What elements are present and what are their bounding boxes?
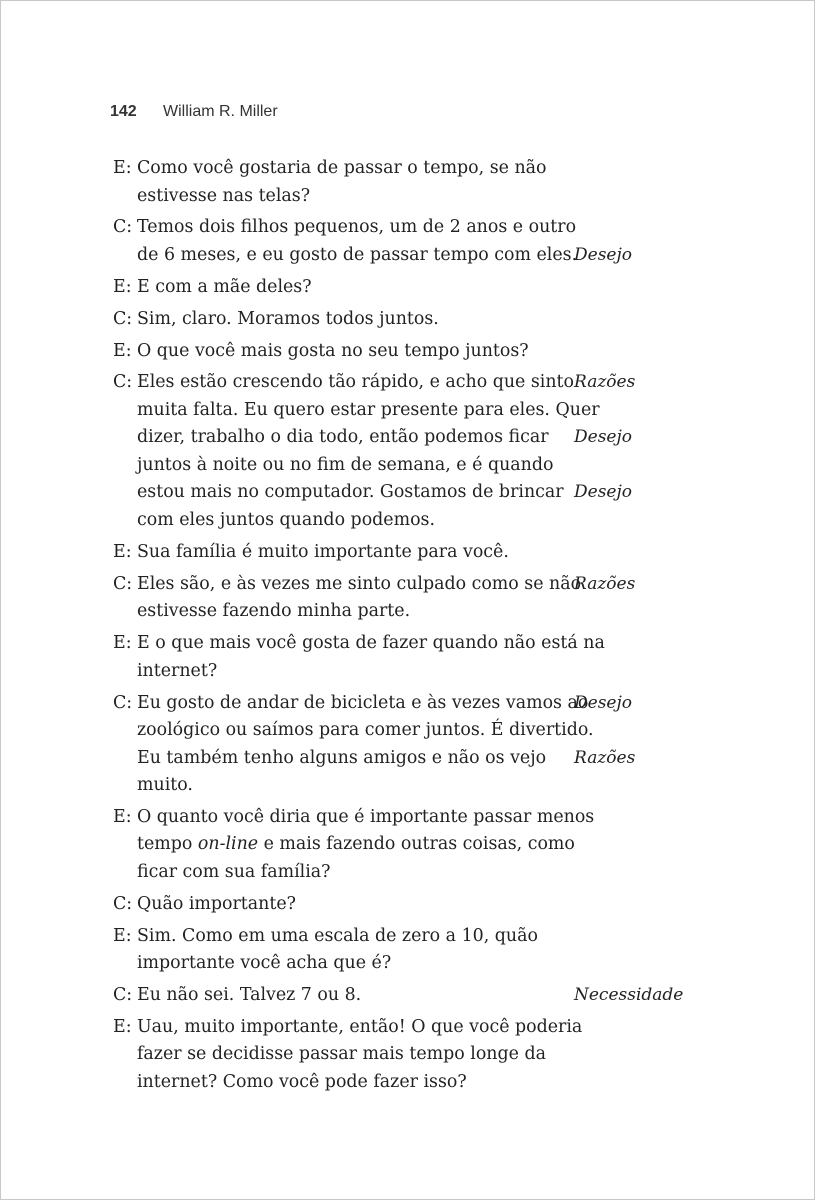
speaker-label: E: [113,806,132,827]
text-line [1,831,815,859]
author-name: William R. Miller [163,103,278,120]
utterance-text: ficar com sua família? [137,861,331,882]
utterance-text: Temos dois filhos pequenos, um de 2 anos e outro [137,217,577,238]
utterance-text: Sim, claro. Moramos todos juntos. [137,308,439,329]
dialogue-turn [1,338,815,366]
dialogue-turn [1,274,815,302]
text-line [1,479,815,507]
speaker-label: E: [113,925,132,946]
utterance-text: Eles estão crescendo tão rápido, e acho que sinto [137,372,575,393]
utterance-text: muita falta. Eu quero estar presente para eles. Quer [137,399,600,420]
text-line [1,859,815,887]
text-line [1,745,815,773]
text-line [1,804,815,832]
utterance-text: Como você gostaria de passar o tempo, se não [137,158,547,178]
utterance-text: Sua família é muito importante para você. [137,541,509,562]
utterance-text: juntos à noite ou no fim de semana, e é quando [137,454,554,475]
dialogue-transcript [1,155,815,1101]
text-line [1,338,815,366]
speaker-label: C: [113,692,133,713]
utterance-text: O quanto você diria que é importante passar menos [137,806,595,827]
utterance-text: muito. [137,775,193,796]
text-line [1,242,815,270]
utterance-text: com eles juntos quando podemos. [137,509,436,530]
text-line [1,923,815,951]
utterance-text: estivesse fazendo minha parte. [137,601,411,622]
margin-annotation: Necessidade [574,985,684,1006]
text-line [1,507,815,535]
margin-annotation: Desejo [574,482,632,503]
dialogue-turn [1,1014,815,1097]
speaker-label: E: [113,158,132,178]
dialogue-turn [1,306,815,334]
dialogue-turn [1,369,815,534]
utterance-text: estivesse nas telas? [137,185,311,206]
speaker-label: C: [113,372,133,393]
text-line [1,539,815,567]
text-line [1,982,815,1010]
text-line [1,155,815,183]
dialogue-turn [1,891,815,919]
utterance-text: Uau, muito importante, então! O que você poderia [137,1016,583,1037]
margin-annotation: Desejo [574,692,632,713]
speaker-label: E: [113,276,132,297]
utterance-text: dizer, trabalho o dia todo, então podemos ficar [137,427,549,448]
utterance-text: Eu não sei. Talvez 7 ou 8. [137,985,362,1006]
speaker-label: C: [113,217,133,238]
utterance-text [137,831,575,859]
utterance-text: E com a mãe deles? [137,276,312,297]
text-line [1,690,815,718]
text-line [1,306,815,334]
utterance-text: Eles são, e às vezes me sinto culpado como se não [137,573,582,594]
utterance-text: importante você acha que é? [137,953,392,974]
utterance-text: fazer se decidisse passar mais tempo longe da [137,1044,546,1065]
utterance-text-part: tempo [137,834,198,855]
text-line [1,598,815,626]
dialogue-turn [1,804,815,887]
text-line [1,424,815,452]
dialogue-turn [1,539,815,567]
utterance-text: O que você mais gosta no seu tempo juntos? [137,340,529,361]
text-line [1,891,815,919]
speaker-label: E: [113,541,132,562]
utterance-text: Eu também tenho alguns amigos e não os vejo [137,747,547,768]
speaker-label: C: [113,573,133,594]
dialogue-turn [1,982,815,1010]
dialogue-turn [1,571,815,626]
margin-annotation: Razões [574,372,636,393]
utterance-text: Eu gosto de andar de bicicleta e às vezes vamos ao [137,692,589,713]
text-line [1,658,815,686]
text-line [1,1069,815,1097]
margin-annotation: Desejo [574,427,632,448]
utterance-text-part: e mais fazendo outras coisas, como [258,834,575,855]
text-line [1,452,815,480]
utterance-text: Sim. Como em uma escala de zero a 10, quão [137,925,538,946]
text-line [1,369,815,397]
text-line [1,717,815,745]
dialogue-turn [1,690,815,800]
running-header [110,103,278,121]
dialogue-turn [1,155,815,210]
text-line [1,274,815,302]
text-line [1,397,815,425]
utterance-text: E o que mais você gosta de fazer quando não está na [137,633,605,654]
utterance-text: zoológico ou saímos para comer juntos. É divertido. [137,720,594,741]
utterance-text: estou mais no computador. Gostamos de brincar [137,482,564,503]
margin-annotation: Razões [574,747,636,768]
dialogue-turn [1,214,815,269]
italic-term: on-line [197,834,259,855]
margin-annotation: Desejo [574,244,632,265]
speaker-label: C: [113,893,133,914]
speaker-label: E: [113,1016,132,1037]
text-line [1,214,815,242]
text-line [1,950,815,978]
text-line [1,772,815,800]
speaker-label: C: [113,308,133,329]
speaker-label: E: [113,633,132,654]
text-line [1,1041,815,1069]
utterance-text: de 6 meses, e eu gosto de passar tempo com eles. [137,244,578,265]
utterance-text: internet? Como você pode fazer isso? [137,1071,467,1092]
text-line [1,630,815,658]
dialogue-turn [1,630,815,685]
speaker-label: C: [113,985,133,1006]
utterance-text: internet? [137,660,218,681]
text-line [1,571,815,599]
speaker-label: E: [113,340,132,361]
margin-annotation: Razões [574,573,636,594]
text-line [1,183,815,211]
page-number: 142 [110,103,137,120]
text-line [1,1014,815,1042]
dialogue-turn [1,923,815,978]
utterance-text: Quão importante? [137,893,296,914]
